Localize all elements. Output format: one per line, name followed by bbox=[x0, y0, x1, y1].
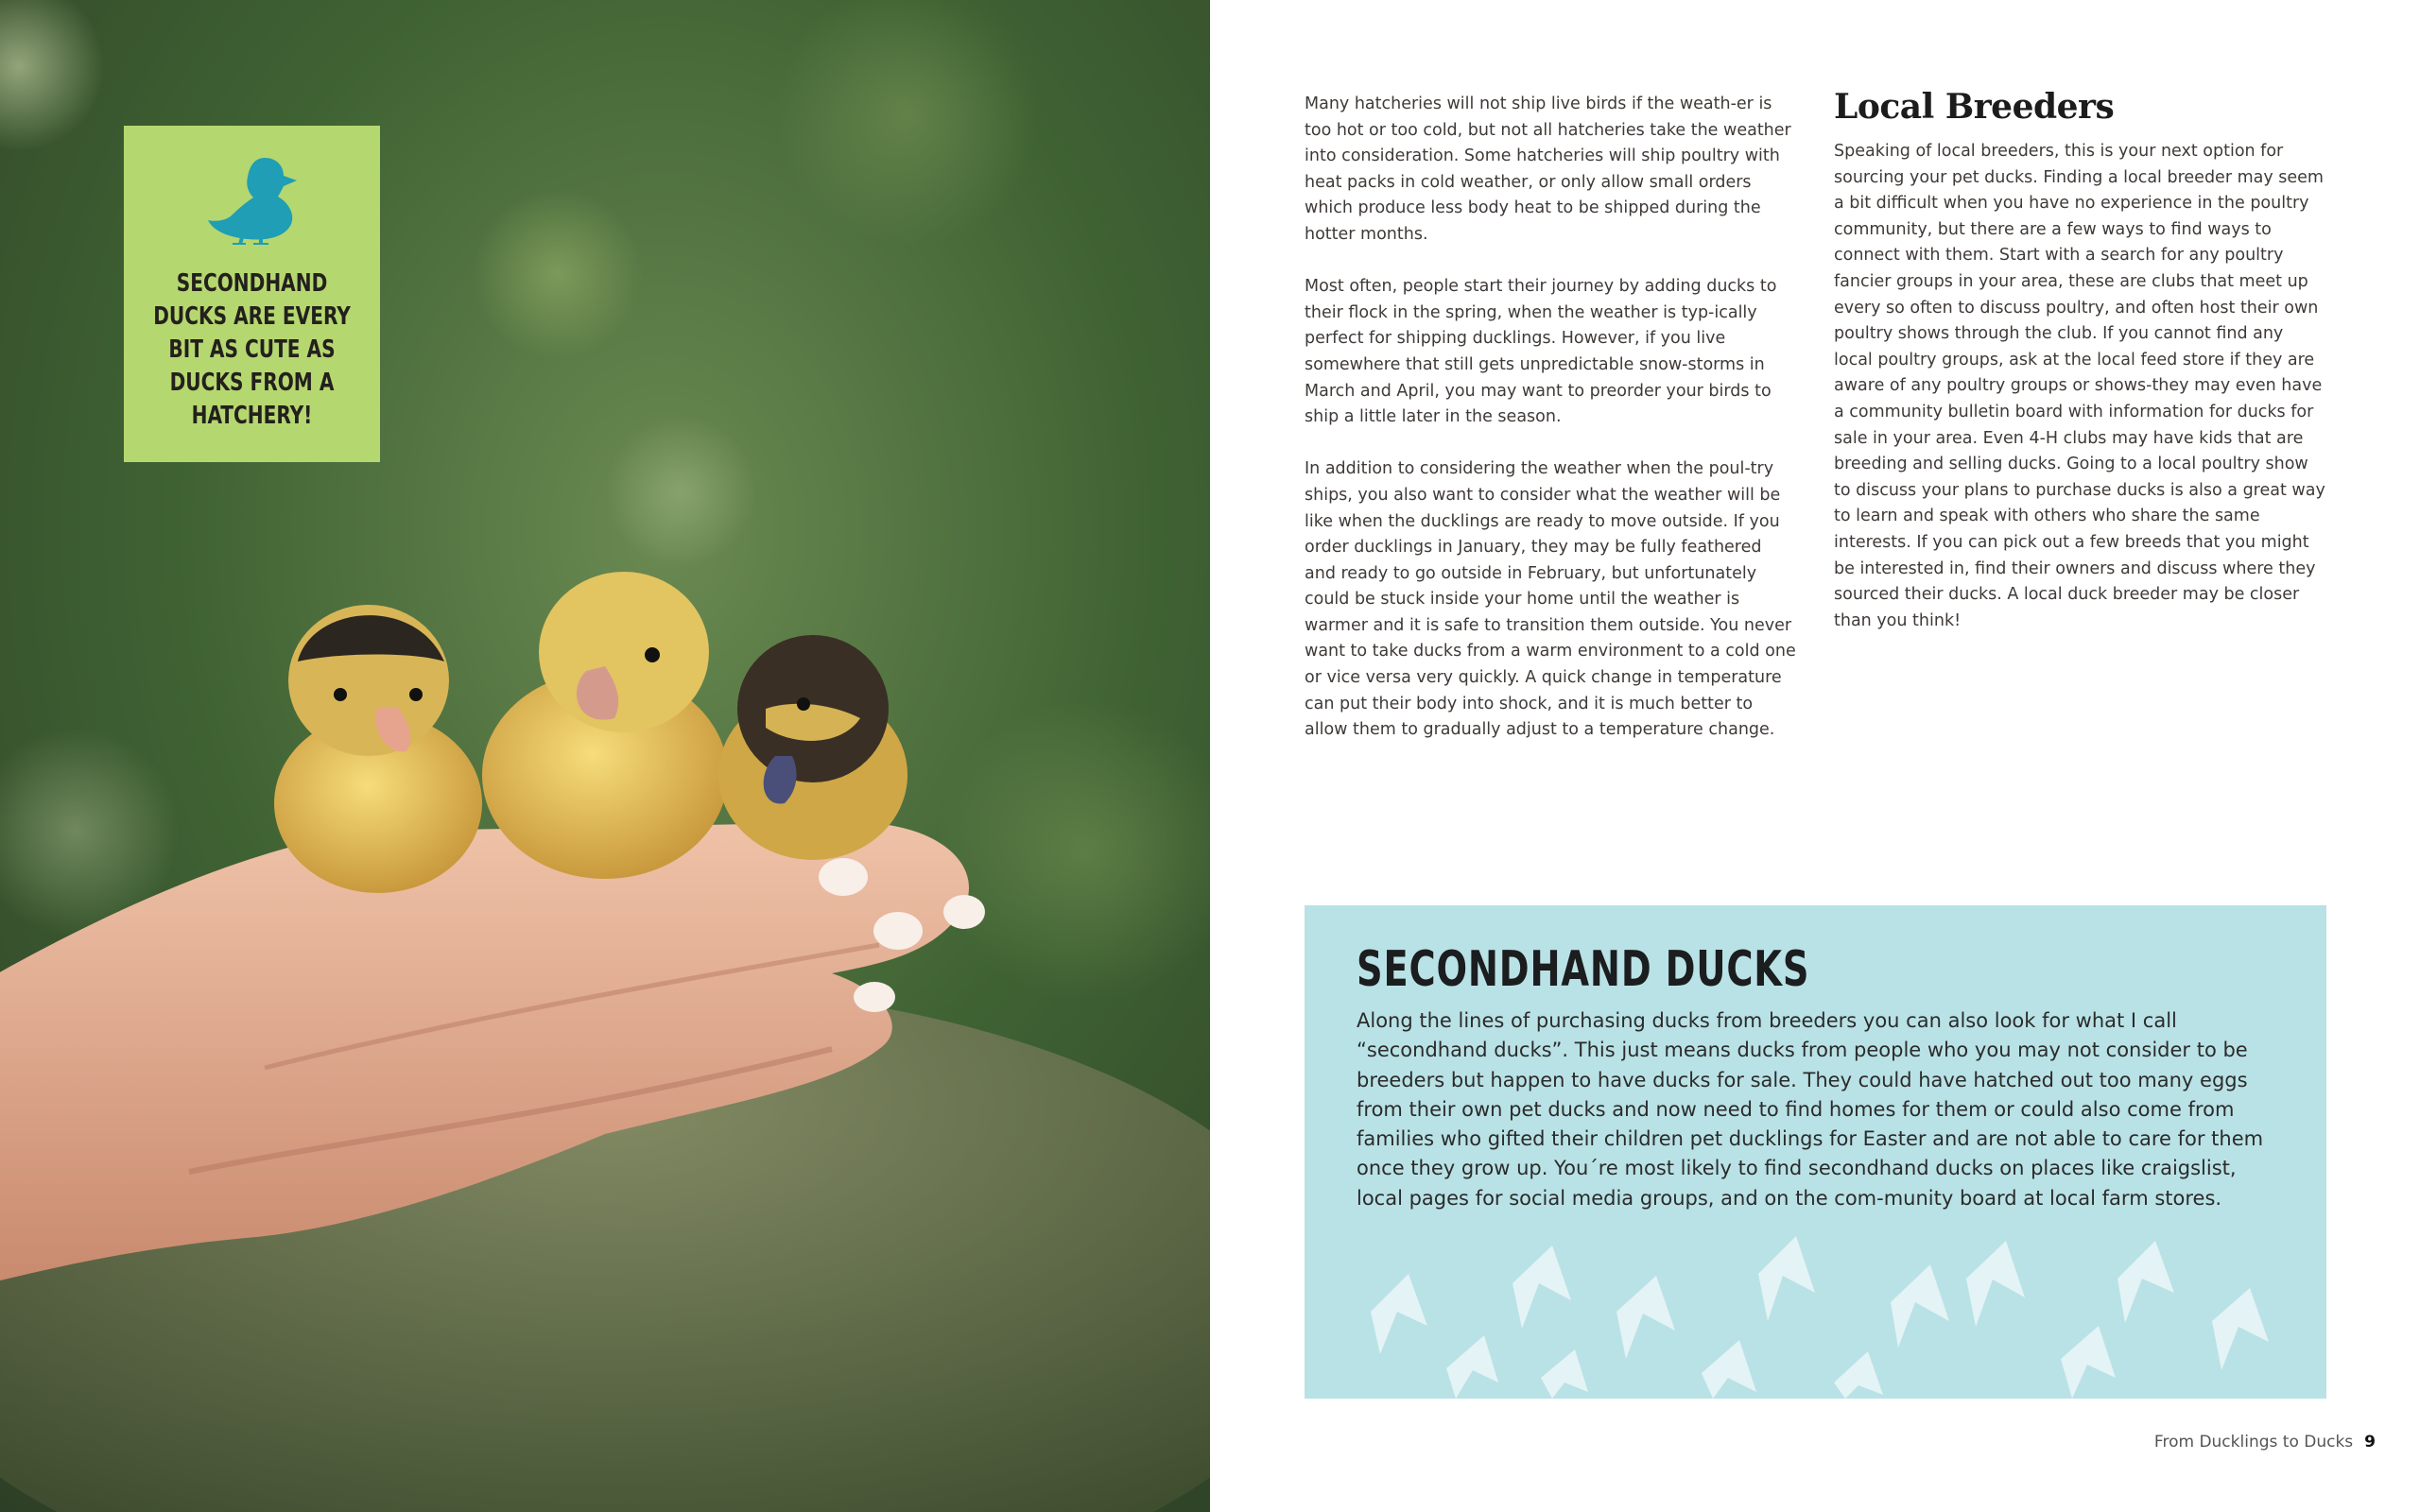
page-footer bbox=[2154, 1433, 2376, 1452]
running-footer-title: From Ducklings to Ducks bbox=[2153, 1433, 2354, 1452]
secondhand-ducks-sidebar bbox=[1305, 905, 2326, 1399]
paragraph-move-outside: In addition to considering the weather when the poul-try ships, you also want to consider what the weather will be like when the ducklings are ready to move outside. If you order ducklings in January, they may be fully feathered and ready to go outside in February, but unfortunately could be stuck inside your home until the weather is warmer and it is safe to transition them outside. You never want to take ducks from a warm environment to a cold one or vice versa very quickly. A quick change in temperature can put their body into shock, and it is much better to allow them to gradually adjust to a temperature change. bbox=[1305, 459, 1796, 740]
callout-box bbox=[124, 126, 380, 462]
section-heading-local-breeders: Local Breeders bbox=[1834, 87, 2115, 127]
callout-text: SECONDHAND DUCKS ARE EVERY BIT AS CUTE AS DUCKS FROM A HATCHERY! bbox=[153, 269, 351, 430]
paragraph-spring-ordering: Most often, people start their journey by adding ducks to their flock in the spring, when the weather is typ-ically perfect for shipping ducklings. However, if you live somewhere that still gets unpredictable snow-storms in March and April, you may want to preorder your birds to ship a little later in the season. bbox=[1305, 277, 1777, 427]
local-breeders-body: Speaking of local breeders, this is your next option for sourcing your pet ducks. Finding a local breeder may seem a bit difficult when you have no experience in the poultry community, but there are a few ways to find ways to connect with them. Start with a search for any poultry fancier groups in your area, these are clubs that meet up every so often to discuss poultry, and often host their own poultry shows through the club. If you cannot find any local poultry groups, ask at the local feed store if they are aware of any poultry groups or shows-they may even have a community bulletin board with information for ducks for sale in your area. Even 4-H clubs may have kids that are breeding and selling ducks. Going to a local poultry show to discuss your plans to purchase ducks is also a great way to learn and speak with others who share the same interests. If you can pick out a few breeds that you might be interested in, find their owners and discuss where they sourced their ducks. A local duck breeder may be closer than you think! bbox=[1834, 142, 2325, 630]
body-column-left bbox=[1305, 92, 1796, 769]
page-number: 9 bbox=[2364, 1433, 2376, 1452]
sidebar-body: Along the lines of purchasing ducks from breeders you can also look for what I call “secondhand ducks”. This just means ducks from people who you may not consider to be breeders but happen to have ducks for sale. They could have hatched out too many eggs from their own pet ducks and now need to find homes for them or could also come from families who gifted their children pet ducklings for Easter and are not able to care for them once they grow up. You´re most likely to find secondhand ducks on places like craigslist, local pages for social media groups, and on the com-munity board at local farm stores. bbox=[1357, 1009, 2264, 1210]
paragraph-shipping-weather: Many hatcheries will not ship live birds if the weath-er is too hot or too cold, but not all hatcheries take the weather into consideration. Some hatcheries will ship poultry with heat packs in cold weather, or only allow small orders which produce less body heat to be shipped during the hotter months. bbox=[1305, 94, 1791, 244]
sidebar-title: SECONDHAND DUCKS bbox=[1357, 941, 1810, 998]
duckling-silhouette-icon bbox=[204, 152, 299, 245]
